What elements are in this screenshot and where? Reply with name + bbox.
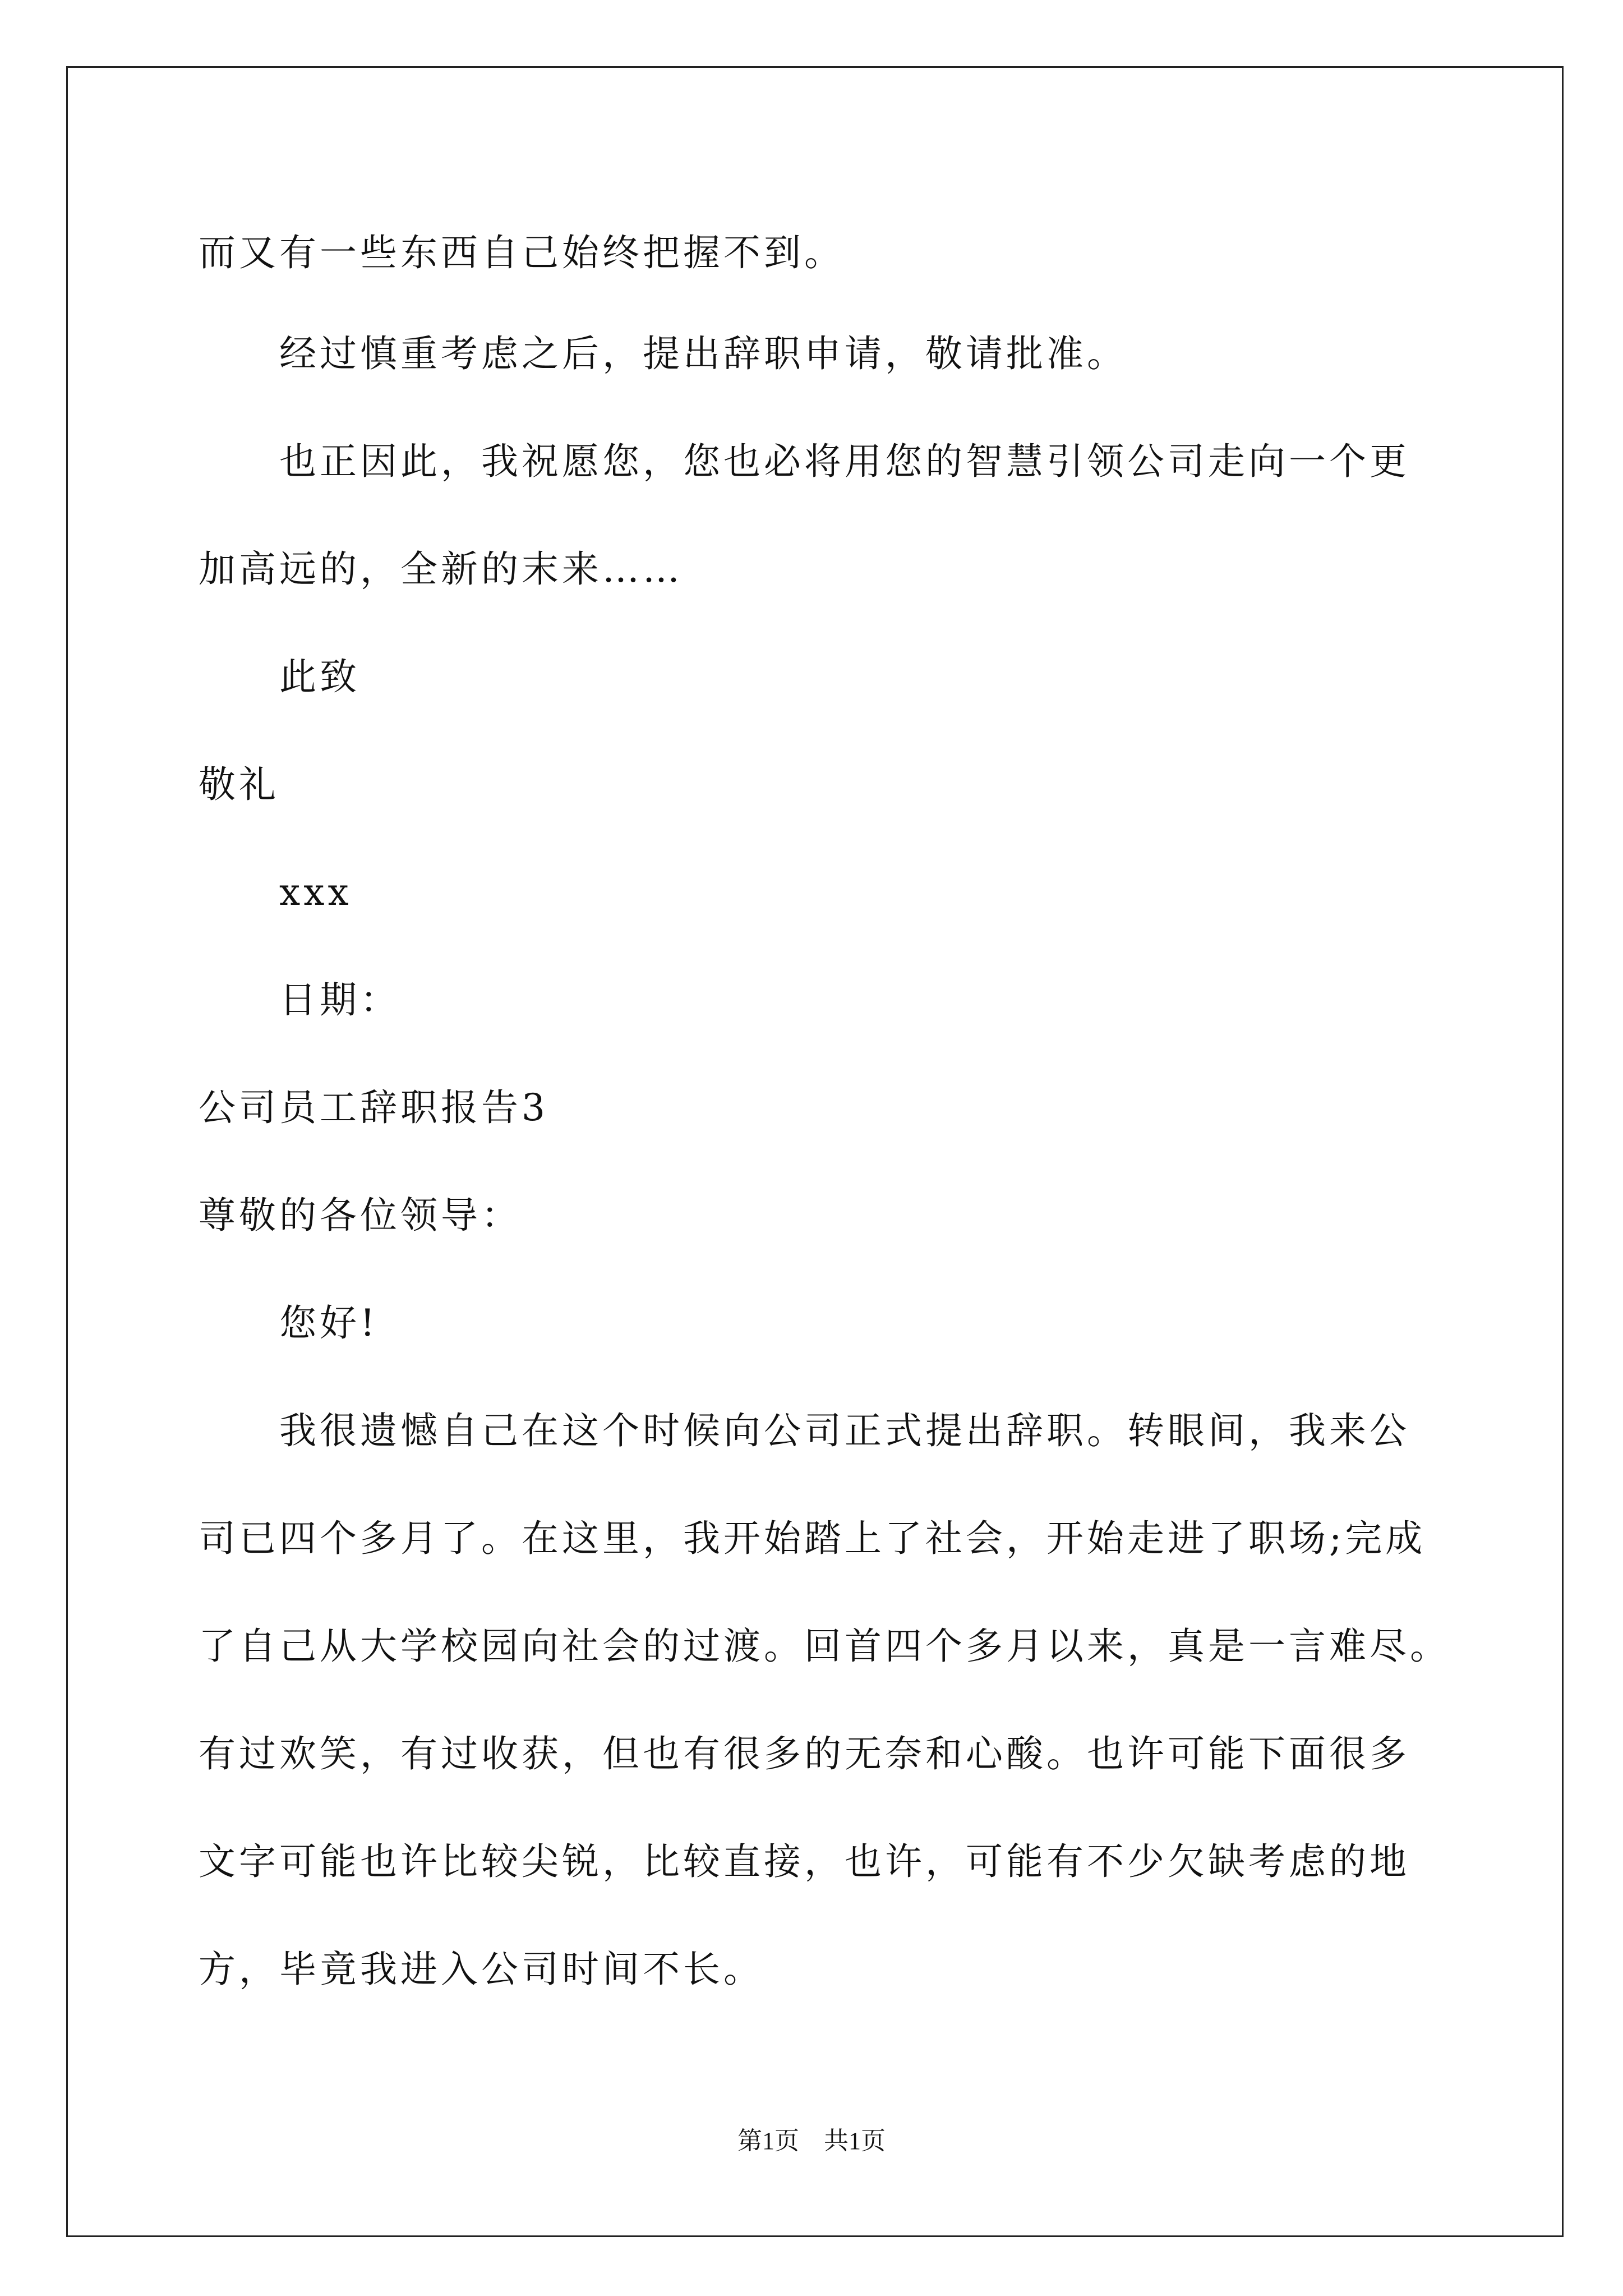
text-line: 方，毕竟我进入公司时间不长。 <box>199 1948 764 1991</box>
document-body <box>199 0 1488 2296</box>
greeting: 您好! <box>279 1301 379 1345</box>
text-line: 也正因此，我祝愿您，您也必将用您的智慧引领公司走向一个更 <box>279 440 1410 483</box>
text-line: 日期： <box>279 978 400 1022</box>
salutation: 尊敬的各位领导： <box>199 1194 522 1237</box>
text-line: 经过慎重考虑之后，提出辞职申请，敬请批准。 <box>279 332 1127 375</box>
page-number-footer: 第1页 共1页 <box>737 2127 886 2155</box>
text-line: 此致 <box>279 655 360 698</box>
text-line: 文字可能也许比较尖锐，比较直接，也许，可能有不少欠缺考虑的地 <box>199 1840 1410 1883</box>
section-heading: 公司员工辞职报告3 <box>199 1086 548 1129</box>
text-line: 敬礼 <box>199 763 279 806</box>
text-line: xxx <box>279 871 352 914</box>
text-line: 我很遗憾自己在这个时候向公司正式提出辞职。转眼间，我来公 <box>279 1409 1410 1452</box>
text-line: 加高远的，全新的末来…… <box>199 547 683 591</box>
text-line: 有过欢笑，有过收获，但也有很多的无奈和心酸。也许可能下面很多 <box>199 1732 1410 1775</box>
text-line: 了自己从大学校园向社会的过渡。回首四个多月以来，真是一言难尽。 <box>199 1625 1450 1668</box>
text-line: 而又有一些东西自己始终把握不到。 <box>199 231 845 274</box>
text-line: 司已四个多月了。在这里，我开始踏上了社会，开始走进了职场;完成 <box>199 1517 1426 1560</box>
